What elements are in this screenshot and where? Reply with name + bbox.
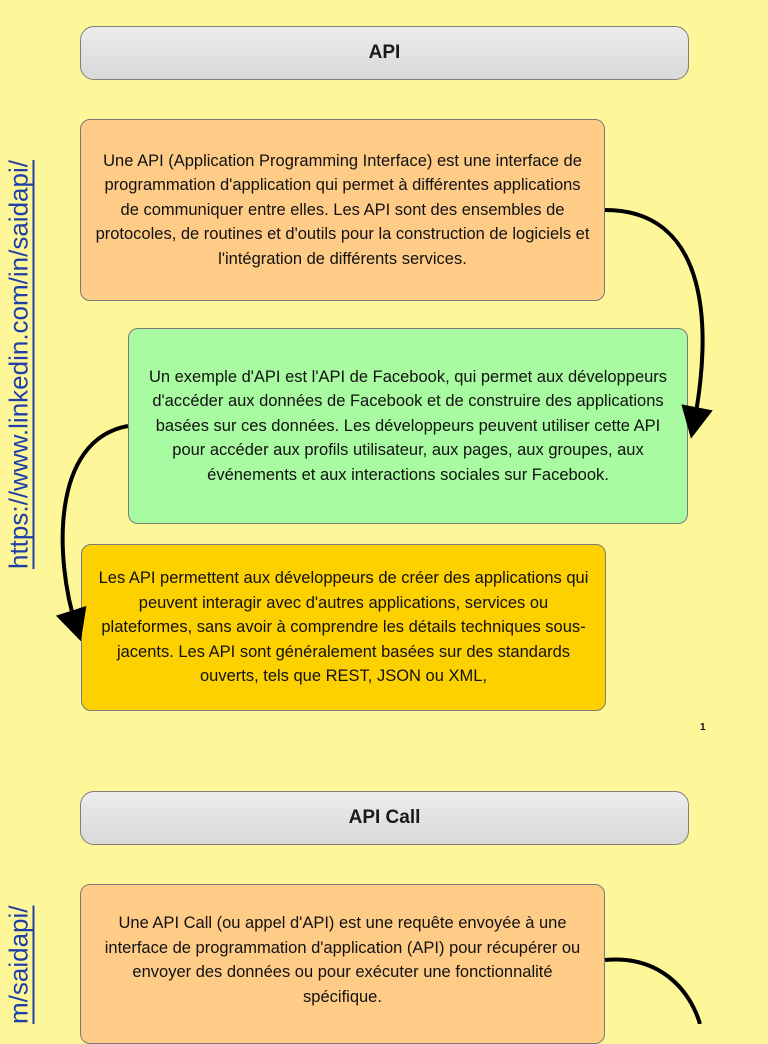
api-call-definition-text: Une API Call (ou appel d'API) est une requête envoyée à une interface de programmation d'application (API) pour récupérer ou envoyer des données ou pour exécuter une fonctionnalité spécifique.	[104, 914, 581, 1006]
arrow-section2-continuation	[605, 960, 700, 1024]
linkedin-link[interactable]: https://www.linkedin.com/in/saidapi/	[3, 160, 34, 570]
arrow-box2-to-box3	[63, 426, 128, 626]
section-title-api: API	[80, 26, 689, 80]
linkedin-link-partial[interactable]: m/saidapi/	[3, 905, 34, 1024]
section-title-api-call: API Call	[80, 791, 689, 845]
arrow-box1-to-box2	[605, 210, 703, 423]
benefits-text: Les API permettent aux développeurs de créer des applications qui peuvent interagir avec d'autres applications, services ou plateformes, sans avoir à comprendre les détails techniques sous-jacents. Les API sont généralement basées sur des standards ouverts, tels que REST, JSON ou XML,	[98, 569, 589, 686]
definition-text: Une API (Application Programming Interface) est une interface de programmation d'application qui permet à différentes applications de communiquer entre elles. Les API sont des ensembles de protocoles, de routines et d'outils pour la construction de logiciels et l'intégration de différents services.	[95, 151, 590, 268]
page-number: 1	[700, 722, 706, 733]
example-text: Un exemple d'API est l'API de Facebook, qui permet aux développeurs d'accéder aux données de Facebook et de construire des applications basées sur ces données. Les développeurs peuvent utiliser cette API pour accéder aux profils utilisateur, aux pages, aux groupes, aux événements et aux interactions sociales sur Facebook.	[148, 367, 668, 484]
